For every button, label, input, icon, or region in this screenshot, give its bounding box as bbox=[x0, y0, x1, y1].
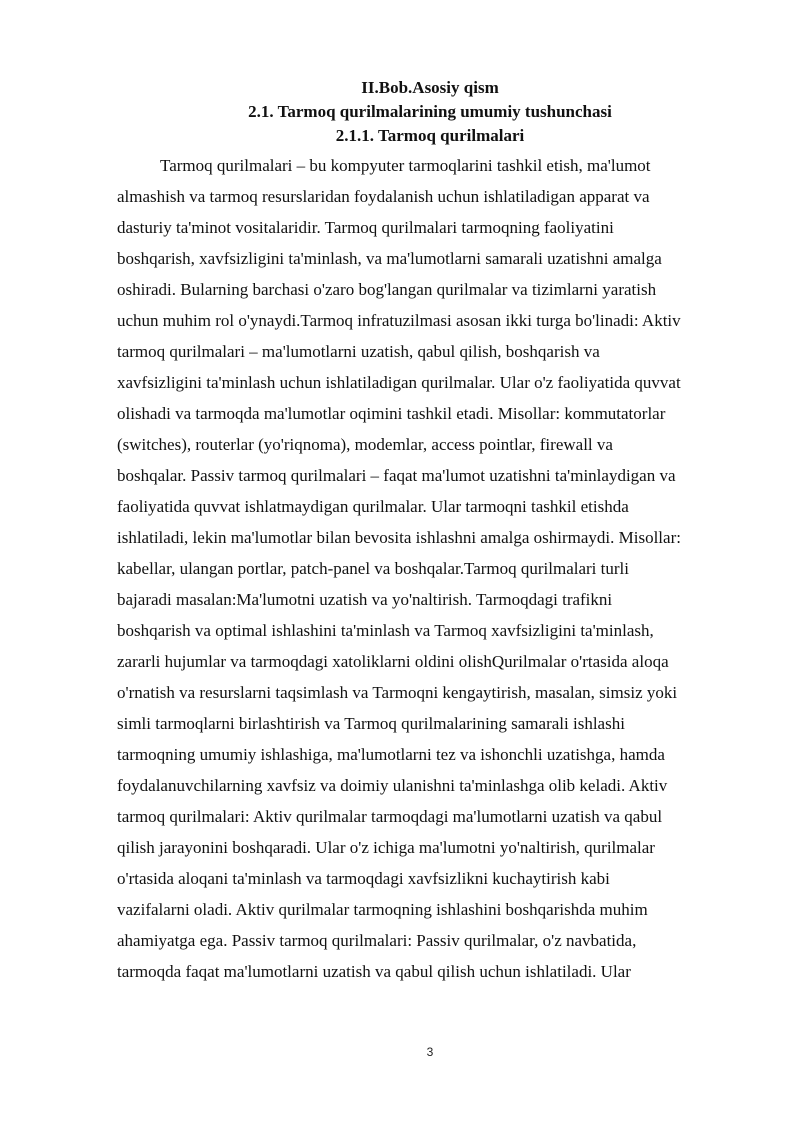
body-line: o'rnatish va resurslarni taqsimlash va Tarmoqni kengaytirish, masalan, simsiz yoki bbox=[117, 683, 678, 702]
body-line: o'rtasida aloqani ta'minlash va tarmoqdagi xavfsizlikni kuchaytirish kabi bbox=[117, 869, 610, 888]
body-line: bajaradi masalan:Ma'lumotni uzatish va yo'naltirish. Tarmoqdagi trafikni bbox=[117, 590, 613, 609]
body-line: ishlatiladi, lekin ma'lumotlar bilan bevosita ishlashni amalga oshirmaydi. Misollar: bbox=[117, 528, 681, 547]
body-line: tarmoq qurilmalari: Aktiv qurilmalar tarmoqdagi ma'lumotlarni uzatish va qabul bbox=[117, 807, 663, 826]
body-line: dasturiy ta'minot vositalaridir. Tarmoq qurilmalari tarmoqning faoliyatini bbox=[117, 218, 614, 237]
body-line: zararli hujumlar va tarmoqdagi xatoliklarni oldini olishQurilmalar o'rtasida aloqa bbox=[117, 652, 669, 671]
body-paragraph bbox=[117, 150, 742, 987]
body-line: simli tarmoqlarni birlashtirish va Tarmoq qurilmalarining samarali ishlashi bbox=[117, 714, 625, 733]
body-line: xavfsizligini ta'minlash uchun ishlatiladigan qurilmalar. Ular o'z faoliyatida quvvat bbox=[117, 373, 681, 392]
body-line: ahamiyatga ega. Passiv tarmoq qurilmalari: Passiv qurilmalar, o'z navbatida, bbox=[117, 931, 637, 950]
body-line: boshqalar. Passiv tarmoq qurilmalari – faqat ma'lumot uzatishni ta'minlaydigan va bbox=[117, 466, 676, 485]
body-line: olishadi va tarmoqda ma'lumotlar oqimini tashkil etadi. Misollar: kommutatorlar bbox=[117, 404, 666, 423]
section-title: 2.1. Tarmoq qurilmalarining umumiy tushunchasi bbox=[248, 102, 612, 121]
body-line: tarmoqning umumiy ishlashiga, ma'lumotlarni tez va ishonchli uzatishga, hamda bbox=[117, 745, 665, 764]
body-line: vazifalarni oladi. Aktiv qurilmalar tarmoqning ishlashini boshqarishda muhim bbox=[117, 900, 648, 919]
body-line: oshiradi. Bularning barchasi o'zaro bog'langan qurilmalar va tizimlarni yaratish bbox=[117, 280, 657, 299]
body-line: faoliyatida quvvat ishlatmaydigan qurilmalar. Ular tarmoqni tashkil etishda bbox=[117, 497, 629, 516]
body-line: boshqarish, xavfsizligini ta'minlash, va ma'lumotlarni samarali uzatishni amalga bbox=[117, 249, 662, 268]
body-line: almashish va tarmoq resurslaridan foydalanish uchun ishlatiladigan apparat va bbox=[117, 187, 650, 206]
heading-block bbox=[0, 76, 800, 148]
body-line: boshqarish va optimal ishlashini ta'minlash va Tarmoq xavfsizligini ta'minlash, bbox=[117, 621, 654, 640]
body-line: qilish jarayonini boshqaradi. Ular o'z ichiga ma'lumotni yo'naltirish, qurilmalar bbox=[117, 838, 655, 857]
body-line: tarmoqda faqat ma'lumotlarni uzatish va qabul qilish uchun ishlatiladi. Ular bbox=[117, 962, 631, 981]
body-line: kabellar, ulangan portlar, patch-panel va boshqalar.Tarmoq qurilmalari turli bbox=[117, 559, 629, 578]
chapter-title: II.Bob.Asosiy qism bbox=[361, 78, 499, 97]
page-number: 3 bbox=[426, 1045, 434, 1059]
body-line: tarmoq qurilmalari – ma'lumotlarni uzatish, qabul qilish, boshqarish va bbox=[117, 342, 600, 361]
body-line: uchun muhim rol o'ynaydi.Tarmoq infratuzilmasi asosan ikki turga bo'linadi: Aktiv bbox=[117, 311, 681, 330]
body-line: (switches), routerlar (yo'riqnoma), modemlar, access pointlar, firewall va bbox=[117, 435, 613, 454]
subsection-title: 2.1.1. Tarmoq qurilmalari bbox=[335, 126, 525, 145]
body-line: foydalanuvchilarning xavfsiz va doimiy ulanishni ta'minlashga olib keladi. Aktiv bbox=[117, 776, 668, 795]
body-line: Tarmoq qurilmalari – bu kompyuter tarmoqlarini tashkil etish, ma'lumot bbox=[160, 156, 651, 175]
